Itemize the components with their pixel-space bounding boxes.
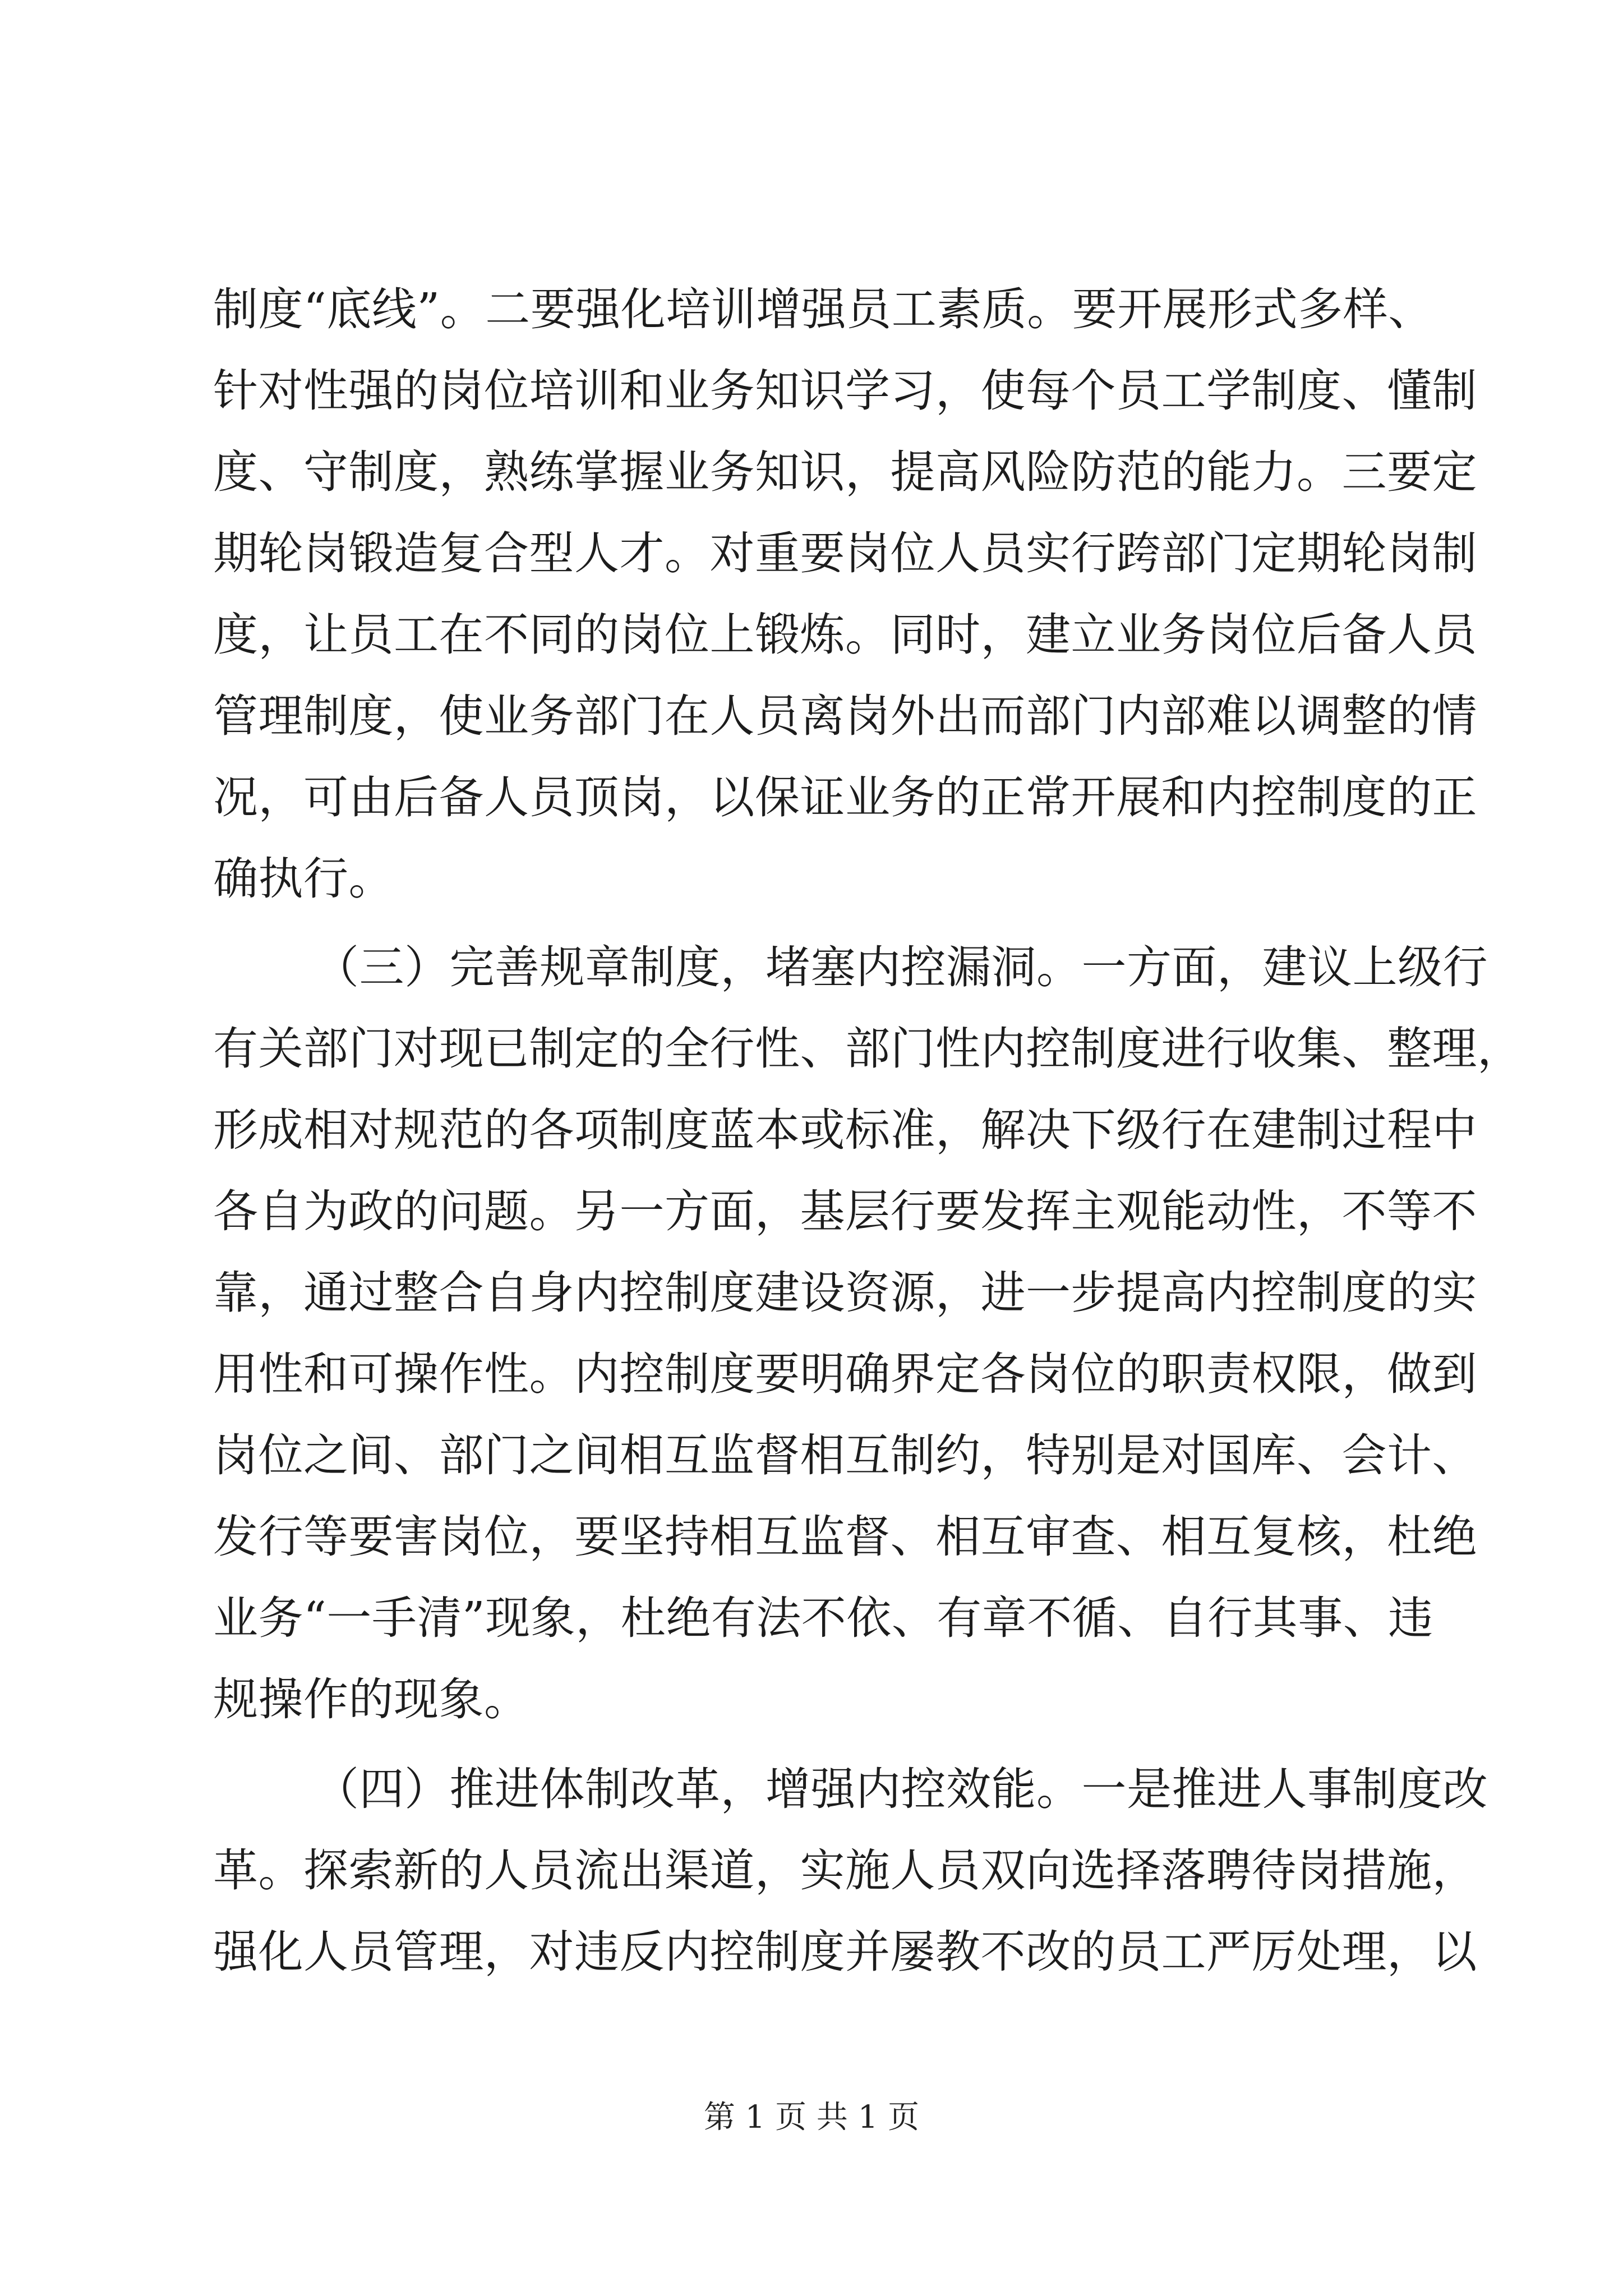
text-line: 发行等要害岗位，要坚持相互监督、相互审查、相互复核，杜绝 [213,1511,1477,1563]
text-line: 用性和可操作性。内控制度要明确界定各岗位的职责权限，做到 [213,1348,1477,1400]
text-line: 靠，通过整合自身内控制度建设资源，进一步提高内控制度的实 [213,1267,1477,1319]
text-line: 岗位之间、部门之间相互监督相互制约，特别是对国库、会计、 [213,1429,1477,1481]
text-line: 规操作的现象。 [213,1673,529,1726]
text-line: 业务“一手清”现象，杜绝有法不依、有章不循、自行其事、违 [213,1592,1433,1644]
text-line: 有关部门对现已制定的全行性、部门性内控制度进行收集、整理， [213,1023,1523,1075]
text-line: 期轮岗锻造复合型人才。对重要岗位人员实行跨部门定期轮岗制 [213,527,1477,579]
text-line: 度，让员工在不同的岗位上锻炼。同时，建立业务岗位后备人员 [213,609,1477,661]
text-line: 确执行。 [213,853,394,905]
text-line: 形成相对规范的各项制度蓝本或标准，解决下级行在建制过程中 [213,1104,1477,1156]
paragraph-heading-3: （三）完善规章制度，堵塞内控漏洞。一方面，建议上级行 [314,941,1488,993]
paragraph-heading-4: （四）推进体制改革，增强内控效能。一是推进人事制度改 [314,1763,1488,1815]
text-line: 针对性强的岗位培训和业务知识学习，使每个员工学制度、懂制 [213,365,1477,417]
text-line: 况，可由后备人员顶岗，以保证业务的正常开展和内控制度的正 [213,771,1477,823]
text-line: 管理制度，使业务部门在人员离岗外出而部门内部难以调整的情 [213,690,1477,742]
text-line: 革。探索新的人员流出渠道，实施人员双向选择落聘待岗措施， [213,1844,1477,1897]
text-line: 强化人员管理，对违反内控制度并屡教不改的员工严厉处理，以 [213,1926,1477,1978]
text-line: 各自为政的问题。另一方面，基层行要发挥主观能动性，不等不 [213,1185,1477,1237]
text-line: 制度“底线”。二要强化培训增强员工素质。要开展形式多样、 [213,283,1433,335]
page-footer: 第 1 页 共 1 页 [703,2099,920,2136]
text-line: 度、守制度，熟练掌握业务知识，提高风险防范的能力。三要定 [213,446,1477,498]
